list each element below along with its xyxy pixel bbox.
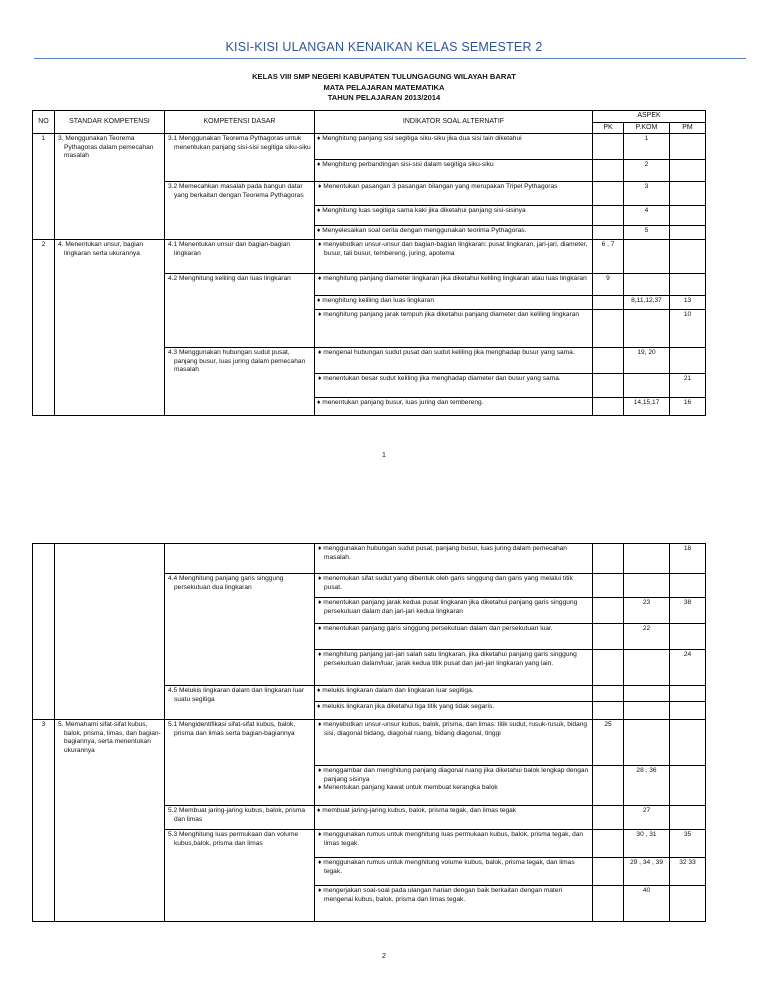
kompetensi-dasar-cell: 4.3 Menggunakan hubungan sudut pusat, panjang busur, luas juring dalam pemecahan masalah	[165, 348, 315, 416]
pkom-value: 2	[624, 160, 670, 182]
table-row	[33, 134, 706, 160]
pkom-value: 4	[624, 206, 670, 226]
col-standar-kompetensi: STANDAR KOMPETENSI	[55, 111, 165, 134]
indikator-cell: ♦ menghitung panjang diameter lingkaran jika diketahui keliling lingkaran atau luas lingkaran	[315, 274, 593, 296]
pm-value: 38	[670, 598, 706, 624]
col-indikator: INDIKATOR SOAL ALTERNATIF	[315, 111, 593, 134]
col-pkom: P.KOM	[624, 122, 670, 134]
pm-value: 16	[670, 398, 706, 416]
pm-value: 10	[670, 310, 706, 348]
indikator-cell: ♦ Menghitung luas segitiga sama kaki jika diketahui panjang sisi-sisinya	[315, 206, 593, 226]
indikator-cell: ♦ menggunakan hubungan sudut pusat, panjang busur, luas juring dalam pemecahan masalah.	[315, 544, 593, 574]
pkom-value: 28 , 36	[624, 766, 670, 806]
indikator-cell: ♦ membuat jaring-jaring kubus, balok, prisma tegak, dan limas tegak	[315, 806, 593, 830]
pm-value: 24	[670, 650, 706, 686]
kompetensi-dasar-cell: 5.3 Menghitung luas permukaan dan volume kubus,balok, prisma dan limas	[165, 830, 315, 922]
row-number: 3	[33, 720, 55, 922]
col-kompetensi-dasar: KOMPETENSI DASAR	[165, 111, 315, 134]
table-row	[33, 240, 706, 274]
pkom-value: 27	[624, 806, 670, 830]
indikator-cell: ♦ menghitung keliling dan luas lingkaran	[315, 296, 593, 310]
pk-value: 9	[593, 274, 624, 296]
kompetensi-dasar-cell: 5.1 Mengidentifikasi sifat-sifat kubus, balok, prisma dan limas serta bagian-bagiannya	[165, 720, 315, 806]
row-number: 2	[33, 240, 55, 416]
kisi-kisi-table-page-2	[32, 543, 706, 922]
table-row	[33, 544, 706, 574]
kompetensi-dasar-cell: 3.2 Memecahkan masalah pada bangun datar yang berkaitan dengan Teorema Pythagoras	[165, 182, 315, 240]
col-no: NO	[33, 111, 55, 134]
pk-value: 25	[593, 720, 624, 766]
standar-kompetensi-cell: 5. Memahami sifat-sifat kubus, balok, prisma, limas, dan bagian-bagiannya, serta menentukan ukurannya	[55, 720, 165, 922]
kompetensi-dasar-cell: 5.2 Membuat jaring-jaring kubus, balok, prisma dan limas	[165, 806, 315, 830]
kompetensi-dasar-cell: 3.1 Menggunakan Teorema Pythagoras untuk menentukan panjang sisi-sisi segitiga siku-siku	[165, 134, 315, 182]
indikator-cell: ♦ menyebutkan unsur-unsur kubus, balok, prisma, dan limas: titik sudut, rusuk-rusuk, bidang sisi, diagonal bidang, diagonal ruang, bidang diagonal, tinggi	[315, 720, 593, 766]
indikator-cell: ♦ mengenal hubungan sudut pusat dan sudut keliling jika menghadap busur yang sama.	[315, 348, 593, 374]
table-row	[33, 720, 706, 766]
pkom-value: 8,11,12,37	[624, 296, 670, 310]
pm-value: 13	[670, 296, 706, 310]
indikator-cell: ♦ menemukan sifat sudut yang dibentuk oleh garis singgung dan garis yang melalui titik pusat.	[315, 574, 593, 598]
indikator-cell: ♦ melukis lingkaran jika diketahui tiga titik yang tidak segaris.	[315, 702, 593, 720]
pkom-value: 3	[624, 182, 670, 206]
indikator-cell: ♦ menentukan panjang garis singgung persekutuan dalam dan persekutuan luar.	[315, 624, 593, 650]
kompetensi-dasar-cell: 4.2 Menghitung keliling dan luas lingkaran	[165, 274, 315, 348]
pm-value: 18	[670, 544, 706, 574]
indikator-cell: ♦ menghitung panjang jari-jari salah satu lingkaran, jika diketahui panjang garis singgung persekutuan dalam/luar, jarak kedua titik pusat dan jari-jari lingkaran yang lain.	[315, 650, 593, 686]
pkom-value: 23	[624, 598, 670, 624]
heading-subject: MATA PELAJARAN MATEMATIKA	[323, 82, 445, 92]
pkom-value: 14,15,17	[624, 398, 670, 416]
pm-value: 21	[670, 374, 706, 398]
indikator-line: ♦ menggambar dan menghitung panjang diagonal ruang jika diketahui balok lengkap dengan panjang sisinya	[318, 767, 589, 783]
pkom-value: 5	[624, 226, 670, 240]
indikator-cell: ♦ menyebutkan unsur-unsur dan bagian-bagian lingkaran: pusat lingkaran, jari-jari, diameter, busur, tali busur, tembereng, juring, apotema	[315, 240, 593, 274]
indikator-cell: ♦ menggunakan rumus untuk menghitung luas permukaan kubus, balok, prisma tegak, dan limas tegak.	[315, 830, 593, 858]
indikator-cell: ♦ menghitung panjang jarak tempuh jika diketahui panjang diameter dan keliling lingkaran	[315, 310, 593, 348]
indikator-line: ♦ Menentukan panjang kawat untuk membuat kerangka balok	[318, 784, 498, 792]
kompetensi-dasar-cell: 4.5 Melukis lingkaran dalam dan lingkaran luar suatu segitiga	[165, 686, 315, 720]
standar-kompetensi-cell: 4. Menentukan unsur, bagian lingkaran serta ukurannya	[55, 240, 165, 416]
pkom-value: 22	[624, 624, 670, 650]
pm-value: 32 33	[670, 858, 706, 886]
indikator-cell: ♦ melukis lingkaran dalam dan lingkaran luar segitiga.	[315, 686, 593, 702]
col-pk: PK	[593, 122, 624, 134]
indikator-cell: ♦ mengerjakan soal-soal pada ulangan harian dengan baik berkaitan dengan materi mengenai kubus, balok, prisma dan limas tegak.	[315, 886, 593, 922]
page-number-1: 1	[382, 452, 386, 459]
indikator-cell: ♦ Menghitung panjang sisi segitiga siku-siku jika dua sisi lain diketahui	[315, 134, 593, 160]
pkom-value: 30 , 31	[624, 830, 670, 858]
title-underline	[34, 58, 746, 59]
indikator-cell: ♦ Menyelesaikan soal cerita dengan menggunakan teorima Pythagoras.	[315, 226, 593, 240]
col-pm: PM	[670, 122, 706, 134]
indikator-cell: ♦ Menentukan pasangan 3 pasangan bilangan yang merupakan Tripel Pythagoras	[315, 182, 593, 206]
indikator-cell	[315, 766, 593, 806]
indikator-cell: ♦ Menghitung perbandingan sisi-sisi dalam segitiga siku-siku	[315, 160, 593, 182]
row-number: 1	[33, 134, 55, 240]
indikator-cell: ♦ menentukan panjang busur, luas juring dan tembereng.	[315, 398, 593, 416]
document-title: KISI-KISI ULANGAN KENAIKAN KELAS SEMESTER 2	[225, 40, 543, 54]
col-aspek: ASPEK	[593, 111, 706, 123]
indikator-cell: ♦ menentukan besar sudut keliling jika menghadap diameter dan busur yang sama.	[315, 374, 593, 398]
indikator-cell: ♦ menentukan panjang jarak kedua pusat lingkaran jika diketahui panjang garis singgung persekutuan dalam dan jari-jari kedua lingkaran	[315, 598, 593, 624]
pkom-value: 19, 20	[624, 348, 670, 374]
document-headings	[0, 72, 768, 104]
indikator-cell: ♦ menggunakan rumus untuk menghitung volume kubus, balok, prisma tegak, dan limas tegak.	[315, 858, 593, 886]
pk-value: 6 , 7	[593, 240, 624, 274]
pm-value: 35	[670, 830, 706, 858]
pkom-value: 40	[624, 886, 670, 922]
heading-year: TAHUN PELAJARAN 2013/2014	[327, 93, 441, 103]
pkom-value: 29 , 34 , 39	[624, 858, 670, 886]
kisi-kisi-table-page-1	[32, 110, 706, 416]
pkom-value: 1	[624, 134, 670, 160]
heading-class: KELAS VIII SMP NEGERI KABUPATEN TULUNGAGUNG WILAYAH BARAT	[252, 72, 516, 81]
page-number-2: 2	[382, 953, 386, 960]
standar-kompetensi-cell: 3. Menggunakan Teorema Pythagoras dalam pemecahan masalah	[55, 134, 165, 240]
kompetensi-dasar-cell: 4.4 Menghitung panjang garis singgung persekutuan dua lingkaran	[165, 574, 315, 686]
kompetensi-dasar-cell: 4.1 Menentukan unsur dan bagian-bagian lingkaran	[165, 240, 315, 274]
